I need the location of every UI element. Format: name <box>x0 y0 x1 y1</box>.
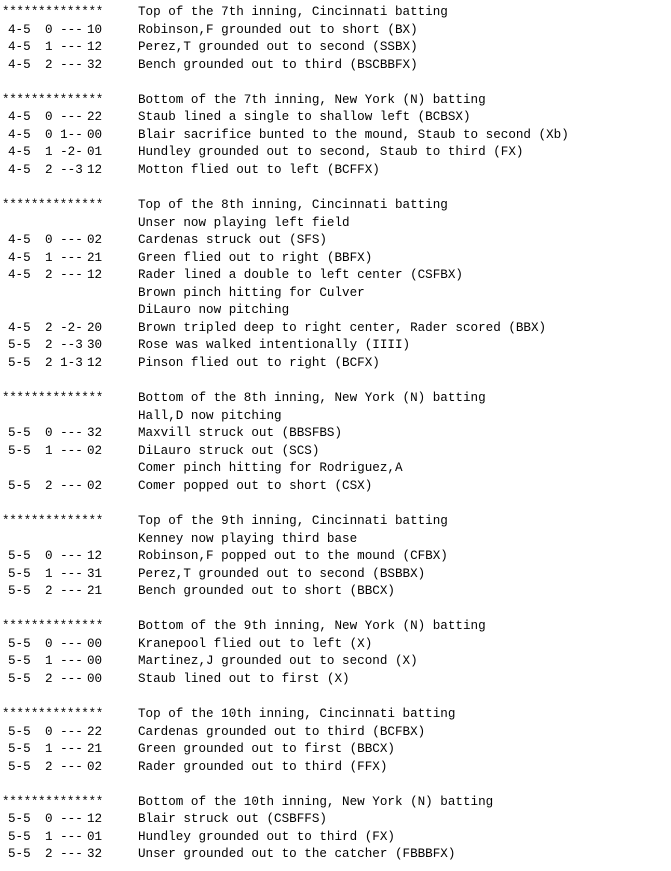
pitch-count: 00 <box>87 636 103 651</box>
score: 5-5 <box>8 829 31 844</box>
play-description: Cardenas struck out (SFS) <box>138 233 327 248</box>
inning-title: Bottom of the 8th inning, New York (N) batting <box>138 391 486 406</box>
play-description: Motton flied out to left (BCFFX) <box>138 162 380 177</box>
play-description: Rose was walked intentionally (IIII) <box>138 338 411 353</box>
score: 4-5 <box>8 127 31 142</box>
outs-bases: 2 --- <box>45 584 83 599</box>
score: 5-5 <box>8 671 31 686</box>
outs-bases: 0 1-- <box>45 127 83 142</box>
play-description: Green grounded out to first (BBCX) <box>138 742 395 757</box>
outs-bases: 2 --- <box>45 759 83 774</box>
play-description: Bench grounded out to third (BSCBBFX) <box>138 57 418 72</box>
outs-bases: 2 --3 <box>45 162 83 177</box>
pitch-count: 20 <box>87 320 103 335</box>
outs-bases: 2 --- <box>45 671 83 686</box>
outs-bases: 0 --- <box>45 724 83 739</box>
outs-bases: 1 -2- <box>45 145 83 160</box>
outs-bases: 0 --- <box>45 636 83 651</box>
score: 4-5 <box>8 110 31 125</box>
outs-bases: 2 1-3 <box>45 356 83 370</box>
score: 5-5 <box>8 742 31 757</box>
score: 5-5 <box>8 584 31 599</box>
play-description: Rader grounded out to third (FFX) <box>138 759 388 774</box>
score: 5-5 <box>8 636 31 651</box>
pitch-count: 32 <box>87 847 103 862</box>
play-description: Maxvill struck out (BBSFBS) <box>138 426 343 441</box>
play-description: Green flied out to right (BBFX) <box>138 250 373 265</box>
inning-title: Top of the 9th inning, Cincinnati batting <box>138 513 448 528</box>
score: 5-5 <box>8 549 31 564</box>
outs-bases: 1 --- <box>45 443 83 458</box>
score: 5-5 <box>8 566 31 581</box>
play-description: Staub lined a single to shallow left (BCBSX) <box>138 110 471 125</box>
score: 5-5 <box>8 759 31 774</box>
outs-bases: 0 --- <box>45 426 83 441</box>
outs-bases: 1 --- <box>45 566 83 581</box>
inning-separator: ************** <box>2 5 103 19</box>
outs-bases: 1 --- <box>45 829 83 844</box>
score: 5-5 <box>8 443 31 458</box>
pitch-count: 00 <box>87 671 103 686</box>
pitch-count: 00 <box>87 127 103 142</box>
score: 5-5 <box>8 847 31 862</box>
pitch-count: 12 <box>87 162 103 177</box>
note-text: Brown pinch hitting for Culver <box>138 285 365 300</box>
outs-bases: 0 --- <box>45 549 83 564</box>
play-description: Robinson,F popped out to the mound (CFBX) <box>138 549 448 564</box>
outs-bases: 0 --- <box>45 22 83 37</box>
pitch-count: 02 <box>87 233 103 248</box>
pitch-count: 12 <box>87 812 103 827</box>
pitch-count: 12 <box>87 268 103 283</box>
inning-title: Bottom of the 9th inning, New York (N) batting <box>138 619 486 634</box>
pitch-count: 32 <box>87 426 103 441</box>
play-description: Unser grounded out to the catcher (FBBBFX) <box>138 847 456 862</box>
outs-bases: 0 --- <box>45 812 83 827</box>
inning-separator: ************** <box>2 198 103 213</box>
pitch-count: 21 <box>87 584 103 599</box>
inning-title: Top of the 7th inning, Cincinnati batting <box>138 5 448 19</box>
pitch-count: 22 <box>87 110 103 125</box>
pitch-count: 22 <box>87 724 103 739</box>
play-description: Martinez,J grounded out to second (X) <box>138 654 418 669</box>
outs-bases: 2 --- <box>45 478 83 493</box>
note-text: DiLauro now pitching <box>138 303 290 318</box>
pitch-count: 31 <box>87 566 103 581</box>
pitch-count: 02 <box>87 759 103 774</box>
play-description: Kranepool flied out to left (X) <box>138 636 373 651</box>
score: 4-5 <box>8 162 31 177</box>
note-text: Kenney now playing third base <box>138 531 358 546</box>
play-description: Robinson,F grounded out to short (BX) <box>138 22 418 37</box>
outs-bases: 2 --- <box>45 57 83 72</box>
score: 4-5 <box>8 57 31 72</box>
outs-bases: 2 --- <box>45 847 83 862</box>
inning-separator: ************** <box>2 707 103 721</box>
play-description: Blair sacrifice bunted to the mound, Staub to second (Xb) <box>138 127 569 142</box>
play-description: Staub lined out to first (X) <box>138 671 350 686</box>
play-description: Bench grounded out to short (BBCX) <box>138 584 395 599</box>
pitch-count: 00 <box>87 654 103 669</box>
score: 5-5 <box>8 356 31 370</box>
outs-bases: 0 --- <box>45 110 83 125</box>
score: 5-5 <box>8 338 31 353</box>
inning-separator: ************** <box>2 513 103 528</box>
outs-bases: 1 --- <box>45 742 83 757</box>
note-text: Comer pinch hitting for Rodriguez,A <box>138 461 403 476</box>
pitch-count: 30 <box>87 338 103 353</box>
pitch-count: 02 <box>87 443 103 458</box>
score: 4-5 <box>8 320 31 335</box>
play-description: Cardenas grounded out to third (BCFBX) <box>138 724 426 739</box>
score: 5-5 <box>8 812 31 827</box>
note-text: Hall,D now pitching <box>138 408 282 423</box>
pitch-count: 32 <box>87 57 103 72</box>
pitch-count: 21 <box>87 742 103 757</box>
pitch-count: 12 <box>87 40 103 55</box>
outs-bases: 2 -2- <box>45 320 83 335</box>
score: 4-5 <box>8 145 31 160</box>
score: 5-5 <box>8 654 31 669</box>
inning-title: Bottom of the 10th inning, New York (N) batting <box>138 794 494 809</box>
pitch-count: 12 <box>87 549 103 564</box>
play-description: Comer popped out to short (CSX) <box>138 478 373 493</box>
inning-title: Top of the 10th inning, Cincinnati batting <box>138 707 456 721</box>
outs-bases: 1 --- <box>45 40 83 55</box>
play-description: Perez,T grounded out to second (SSBX) <box>138 40 418 55</box>
inning-separator: ************** <box>2 619 103 634</box>
pitch-count: 21 <box>87 250 103 265</box>
pitch-count: 01 <box>87 145 103 160</box>
play-description: Brown tripled deep to right center, Rader scored (BBX) <box>138 320 547 335</box>
outs-bases: 2 --- <box>45 268 83 283</box>
inning-title: Top of the 8th inning, Cincinnati batting <box>138 198 448 213</box>
inning-separator: ************** <box>2 391 103 406</box>
pitch-count: 01 <box>87 829 103 844</box>
play-description: DiLauro struck out (SCS) <box>138 443 320 458</box>
score: 5-5 <box>8 426 31 441</box>
score: 4-5 <box>8 22 31 37</box>
score: 4-5 <box>8 268 31 283</box>
score: 4-5 <box>8 40 31 55</box>
play-description: Hundley grounded out to third (FX) <box>138 829 395 844</box>
score: 4-5 <box>8 233 31 248</box>
inning-title: Bottom of the 7th inning, New York (N) batting <box>138 92 486 107</box>
inning-separator: ************** <box>2 794 103 809</box>
pitch-count: 10 <box>87 22 103 37</box>
play-description: Hundley grounded out to second, Staub to third (FX) <box>138 145 524 160</box>
score: 5-5 <box>8 724 31 739</box>
pitch-count: 12 <box>87 356 103 370</box>
play-description: Pinson flied out to right (BCFX) <box>138 356 380 370</box>
outs-bases: 1 --- <box>45 654 83 669</box>
play-description: Blair struck out (CSBFFS) <box>138 812 327 827</box>
play-description: Perez,T grounded out to second (BSBBX) <box>138 566 426 581</box>
outs-bases: 1 --- <box>45 250 83 265</box>
play-description: Rader lined a double to left center (CSFBX) <box>138 268 463 283</box>
outs-bases: 2 --3 <box>45 338 83 353</box>
inning-separator: ************** <box>2 92 103 107</box>
score: 5-5 <box>8 478 31 493</box>
score: 4-5 <box>8 250 31 265</box>
pitch-count: 02 <box>87 478 103 493</box>
outs-bases: 0 --- <box>45 233 83 248</box>
note-text: Unser now playing left field <box>138 215 350 230</box>
